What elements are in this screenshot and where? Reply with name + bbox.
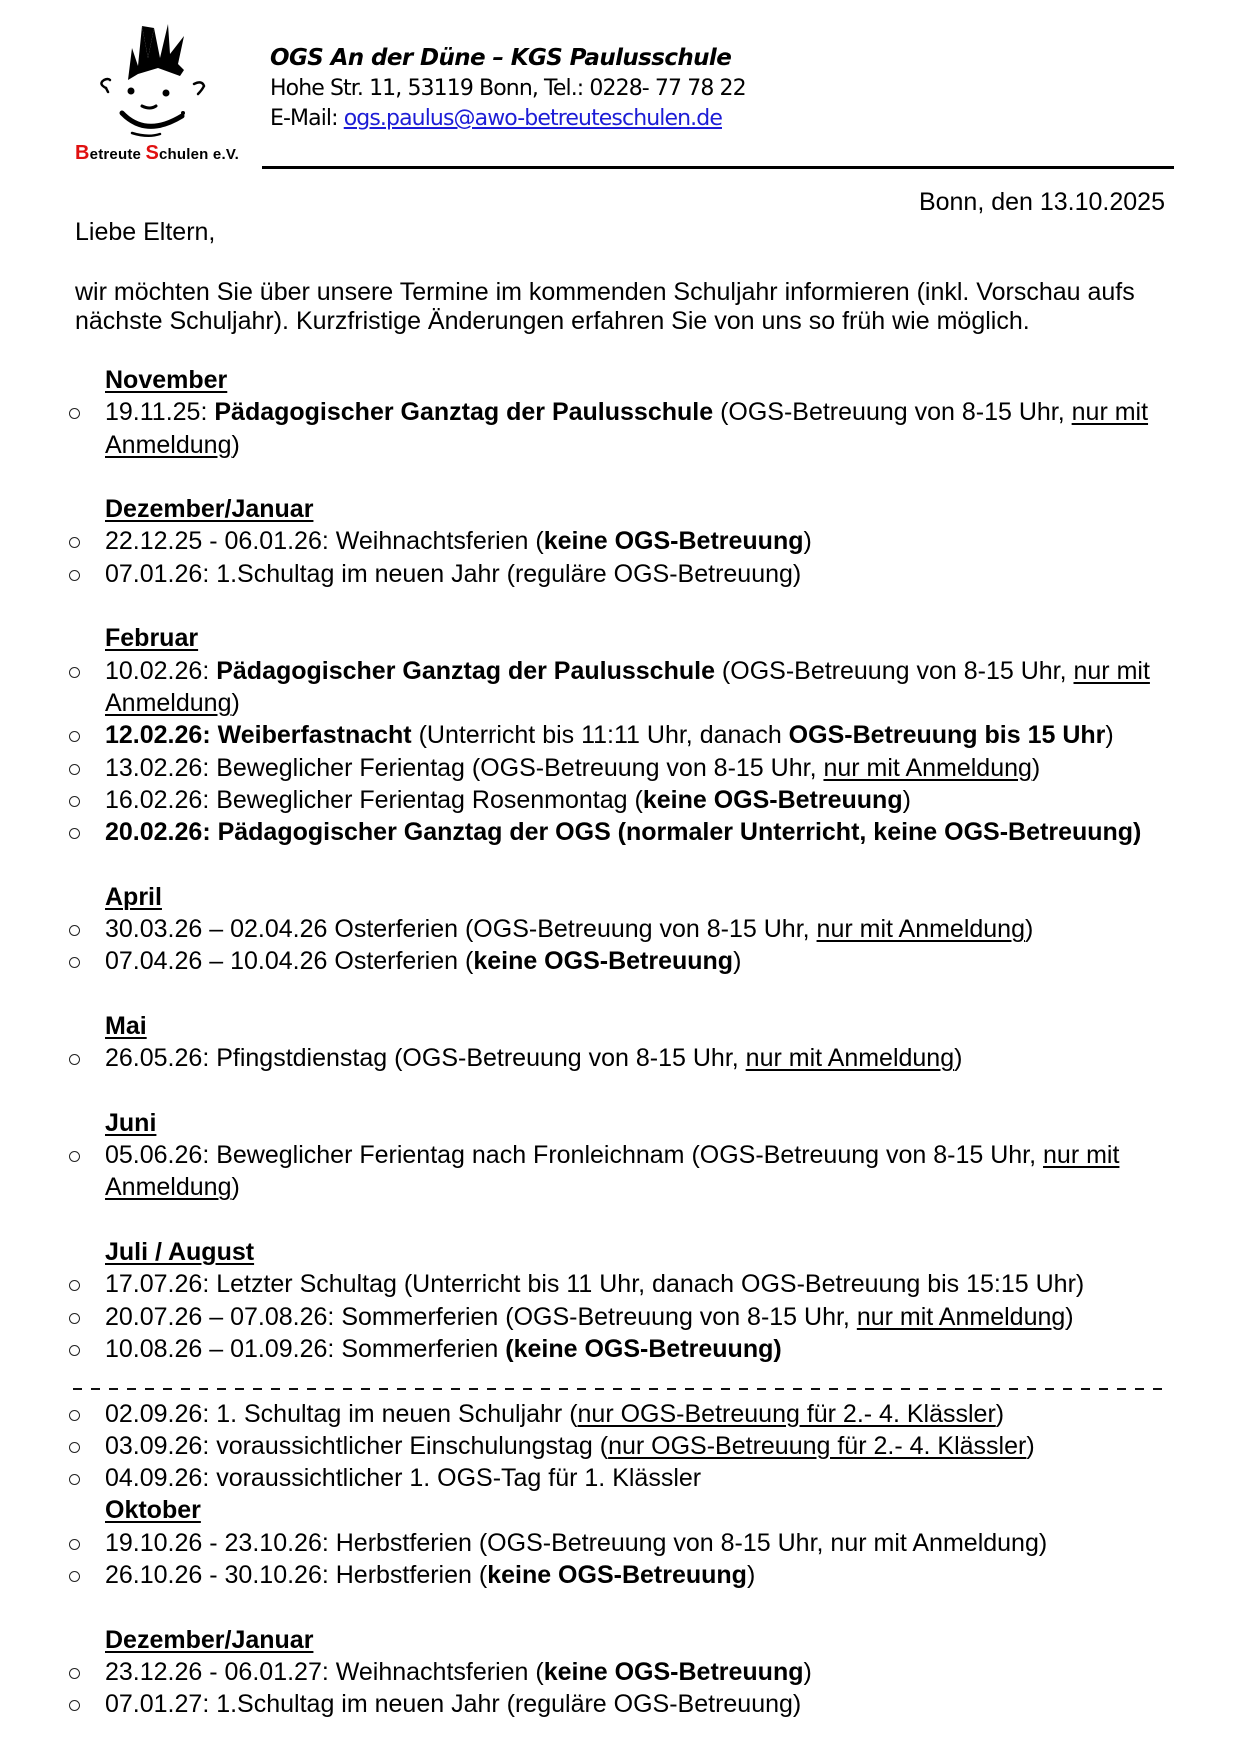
month-heading-label: Februar [105, 624, 199, 653]
entry-text-underlined: nur mit Anmeldung [856, 1302, 1066, 1331]
date-entry [75, 913, 1175, 945]
month-heading [75, 493, 1175, 525]
org-name-initial: S [145, 142, 159, 164]
entry-text: ) [231, 430, 240, 459]
address: Hohe Str. 11, 53119 Bonn, Tel.: 0228- 77 78 22 [270, 76, 746, 101]
circle-bullet-icon [69, 1571, 80, 1582]
date-entry-continuation [75, 429, 1175, 461]
circle-bullet-icon [69, 828, 80, 839]
date-entry [75, 525, 1175, 557]
circle-bullet-icon [69, 537, 80, 548]
email-label: E-Mail: [270, 106, 344, 131]
entry-text: 07.01.26: 1.Schultag im neuen Jahr (reguläre OGS-Betreuung) [105, 559, 802, 588]
month-heading-label: April [105, 882, 162, 911]
month-heading [75, 622, 1175, 654]
circle-bullet-icon [69, 1345, 80, 1356]
entry-text: 10.08.26 – 01.09.26: Sommerferien [105, 1334, 506, 1363]
entry-text-underlined: nur mit [1071, 398, 1149, 427]
circle-bullet-icon [69, 1700, 80, 1711]
month-heading-label: Mai [105, 1011, 147, 1040]
circle-bullet-icon [69, 1668, 80, 1679]
circle-bullet-icon [69, 1442, 80, 1453]
entry-text-underlined: nur mit [1073, 656, 1150, 685]
entry-text-bold: OGS-Betreuung bis 15 Uhr [788, 721, 1106, 750]
entry-text: 05.06.26: Beweglicher Ferientag nach Fronleichnam (OGS-Betreuung von 8-15 Uhr, [105, 1141, 1044, 1170]
month-heading [75, 1107, 1175, 1139]
month-heading [75, 1010, 1175, 1042]
entry-text-bold: Pädagogischer Ganztag der Paulusschule [214, 398, 714, 427]
entry-text: 07.04.26 – 10.04.26 Osterferien ( [105, 947, 474, 976]
entry-text: (Unterricht bis 11:11 Uhr, danach [411, 721, 789, 750]
month-heading [75, 1494, 1175, 1526]
entry-text: 04.09.26: voraussichtlicher 1. OGS-Tag für 1. Klässler [105, 1464, 702, 1493]
month-heading-label: Dezember/Januar [105, 1625, 314, 1654]
circle-bullet-icon [69, 667, 80, 678]
circle-bullet-icon [69, 1410, 80, 1421]
entry-text-bold: Pädagogischer Ganztag der Paulusschule [216, 656, 715, 685]
entry-text-bold: keine OGS-Betreuung [487, 1560, 747, 1589]
date-entry [75, 558, 1175, 590]
logo [68, 18, 258, 168]
circle-bullet-icon [69, 408, 80, 419]
blank-line [75, 848, 1175, 880]
entry-text: ) [954, 1044, 963, 1073]
blank-line [75, 461, 1175, 493]
entry-text-underlined: nur mit [1043, 1141, 1120, 1170]
blank-line [75, 978, 1175, 1010]
entry-text: ) [1105, 721, 1114, 750]
blank-line [75, 590, 1175, 622]
date-entry-continuation [75, 687, 1175, 719]
circle-bullet-icon [69, 1054, 80, 1065]
month-heading [75, 1236, 1175, 1268]
date-entry [75, 1656, 1175, 1688]
entry-text: ) [1026, 1431, 1035, 1460]
blank-line [75, 1591, 1175, 1623]
entry-text-bold: 12.02.26: Weiberfastnacht [105, 721, 412, 750]
entry-text: 16.02.26: Beweglicher Ferientag Rosenmontag ( [105, 785, 643, 814]
entry-text-bold: keine OGS-Betreuung [543, 1657, 804, 1686]
entry-text: (OGS-Betreuung von 8-15 Uhr, [713, 398, 1072, 427]
email-link[interactable]: ogs.paulus@awo-betreuteschulen.de [343, 106, 722, 131]
date-entry [75, 1559, 1175, 1591]
entry-text-underlined: nur mit Anmeldung [816, 915, 1025, 944]
date-entry [75, 752, 1175, 784]
date-entry [75, 1301, 1175, 1333]
blank-line [75, 1204, 1175, 1236]
entry-text: 03.09.26: voraussichtlicher Einschulungstag ( [105, 1431, 609, 1460]
letterhead [270, 42, 746, 134]
circle-bullet-icon [69, 1539, 80, 1550]
entry-text: ) [231, 1173, 240, 1202]
entry-text: 13.02.26: Beweglicher Ferientag (OGS-Betreuung von 8-15 Uhr, [105, 753, 824, 782]
entry-text: 19.10.26 - 23.10.26: Herbstferien (OGS-Betreuung von 8-15 Uhr, nur mit Anmeldung) [105, 1528, 1048, 1557]
month-heading-label: November [105, 366, 228, 394]
date-entry [75, 1688, 1175, 1720]
org-name [75, 142, 239, 165]
entry-text: (OGS-Betreuung von 8-15 Uhr, [714, 656, 1074, 685]
month-heading [75, 1624, 1175, 1656]
entry-text-underlined: nur OGS-Betreuung für 2.- 4. Klässler [577, 1399, 996, 1428]
entry-text-underlined: Anmeldung [105, 688, 232, 717]
entry-text: 22.12.25 - 06.01.26: Weihnachtsferien ( [105, 527, 544, 556]
date-entry [75, 396, 1175, 428]
entry-text: 26.05.26: Pfingstdienstag (OGS-Betreuung von 8-15 Uhr, [105, 1044, 746, 1073]
date-entry [75, 1139, 1175, 1171]
date-entry [75, 1398, 1175, 1430]
header-rule [262, 166, 1174, 169]
entry-text: 30.03.26 – 02.04.26 Osterferien (OGS-Betreuung von 8-15 Uhr, [105, 915, 817, 944]
entry-text-underlined: nur mit Anmeldung [745, 1044, 955, 1073]
separator-row [75, 1365, 1175, 1397]
school-title: OGS An der Düne – KGS Paulusschule [270, 45, 732, 71]
entry-text-bold: (keine OGS-Betreuung) [505, 1334, 782, 1363]
circle-bullet-icon [69, 796, 80, 807]
month-heading [75, 364, 1175, 396]
date-entry [75, 816, 1175, 848]
date-entry [75, 1462, 1175, 1494]
entry-text-underlined: nur mit Anmeldung [823, 753, 1032, 782]
circle-bullet-icon [69, 925, 80, 936]
entry-text: 20.07.26 – 07.08.26: Sommerferien (OGS-Betreuung von 8-15 Uhr, [105, 1302, 857, 1331]
intro-line: nächste Schuljahr). Kurzfristige Änderungen erfahren Sie von uns so früh wie möglich. [75, 307, 1030, 335]
circle-bullet-icon [69, 731, 80, 742]
month-heading-label: Oktober [105, 1496, 201, 1525]
entry-text: ) [803, 527, 812, 556]
date-entry [75, 1333, 1175, 1365]
entry-text: ) [803, 1657, 812, 1686]
entry-text: 26.10.26 - 30.10.26: Herbstferien ( [105, 1560, 488, 1589]
month-heading-label: Juni [105, 1108, 157, 1137]
date-entry [75, 945, 1175, 977]
entry-text: ) [902, 785, 911, 814]
entry-text: 23.12.26 - 06.01.27: Weihnachtsferien ( [105, 1657, 544, 1686]
entry-text: 02.09.26: 1. Schultag im neuen Schuljahr ( [105, 1399, 578, 1428]
date-entry-continuation [75, 1171, 1175, 1203]
entry-text-underlined: nur OGS-Betreuung für 2.- 4. Klässler [608, 1431, 1027, 1460]
dates-list [75, 364, 1175, 1720]
date-entry [75, 1527, 1175, 1559]
entry-text: ) [995, 1399, 1005, 1428]
email-line [270, 104, 746, 134]
circle-bullet-icon [69, 1474, 80, 1485]
smiling-face-icon [98, 18, 218, 138]
entry-text-underlined: Anmeldung [105, 430, 232, 459]
entry-text-bold: keine OGS-Betreuung [473, 947, 734, 976]
date-entry [75, 1042, 1175, 1074]
month-heading-label: Juli / August [105, 1238, 255, 1267]
entry-text: 19.11.25: [105, 398, 215, 427]
entry-text: ) [746, 1560, 756, 1589]
date-entry [75, 1268, 1175, 1300]
salutation: Liebe Eltern, [75, 218, 216, 246]
circle-bullet-icon [69, 957, 80, 968]
intro-line: wir möchten Sie über unsere Termine im kommenden Schuljahr informieren (inkl. Vorschau aufs [75, 278, 1135, 306]
entry-text: ) [231, 688, 240, 717]
intro-paragraph [75, 278, 1135, 336]
entry-text-bold: 20.02.26: Pädagogischer Ganztag der OGS (normaler Unterricht, keine OGS-Betreuung) [105, 818, 1142, 847]
entry-text-bold: keine OGS-Betreuung [543, 527, 804, 556]
entry-text: 10.02.26: [105, 656, 217, 685]
circle-bullet-icon [69, 570, 80, 581]
entry-text: 17.07.26: Letzter Schultag (Unterricht bis 11 Uhr, danach OGS-Betreuung bis 15:15 Uhr) [105, 1270, 1085, 1299]
blank-line [75, 1075, 1175, 1107]
org-name-part: chulen e.V. [159, 146, 240, 163]
entry-text-bold: keine OGS-Betreuung [642, 785, 903, 814]
entry-text: ) [1025, 915, 1034, 944]
date-entry [75, 784, 1175, 816]
date-entry [75, 655, 1175, 687]
entry-text: ) [733, 947, 742, 976]
circle-bullet-icon [69, 1151, 80, 1162]
circle-bullet-icon [69, 1313, 80, 1324]
date-entry [75, 719, 1175, 751]
date-entry [75, 1430, 1175, 1462]
org-name-part: etreute [89, 146, 146, 163]
circle-bullet-icon [69, 1280, 80, 1291]
entry-text: ) [1031, 753, 1041, 782]
entry-text-underlined: Anmeldung [105, 1173, 232, 1202]
entry-text: 07.01.27: 1.Schultag im neuen Jahr (reguläre OGS-Betreuung) [105, 1690, 802, 1719]
circle-bullet-icon [69, 764, 80, 775]
org-name-initial: B [75, 142, 90, 164]
month-heading [75, 881, 1175, 913]
dashed-separator [73, 1388, 1165, 1390]
entry-text: ) [1065, 1302, 1074, 1331]
month-heading-label: Dezember/Januar [105, 495, 314, 524]
letter-date: Bonn, den 13.10.2025 [918, 188, 1165, 216]
